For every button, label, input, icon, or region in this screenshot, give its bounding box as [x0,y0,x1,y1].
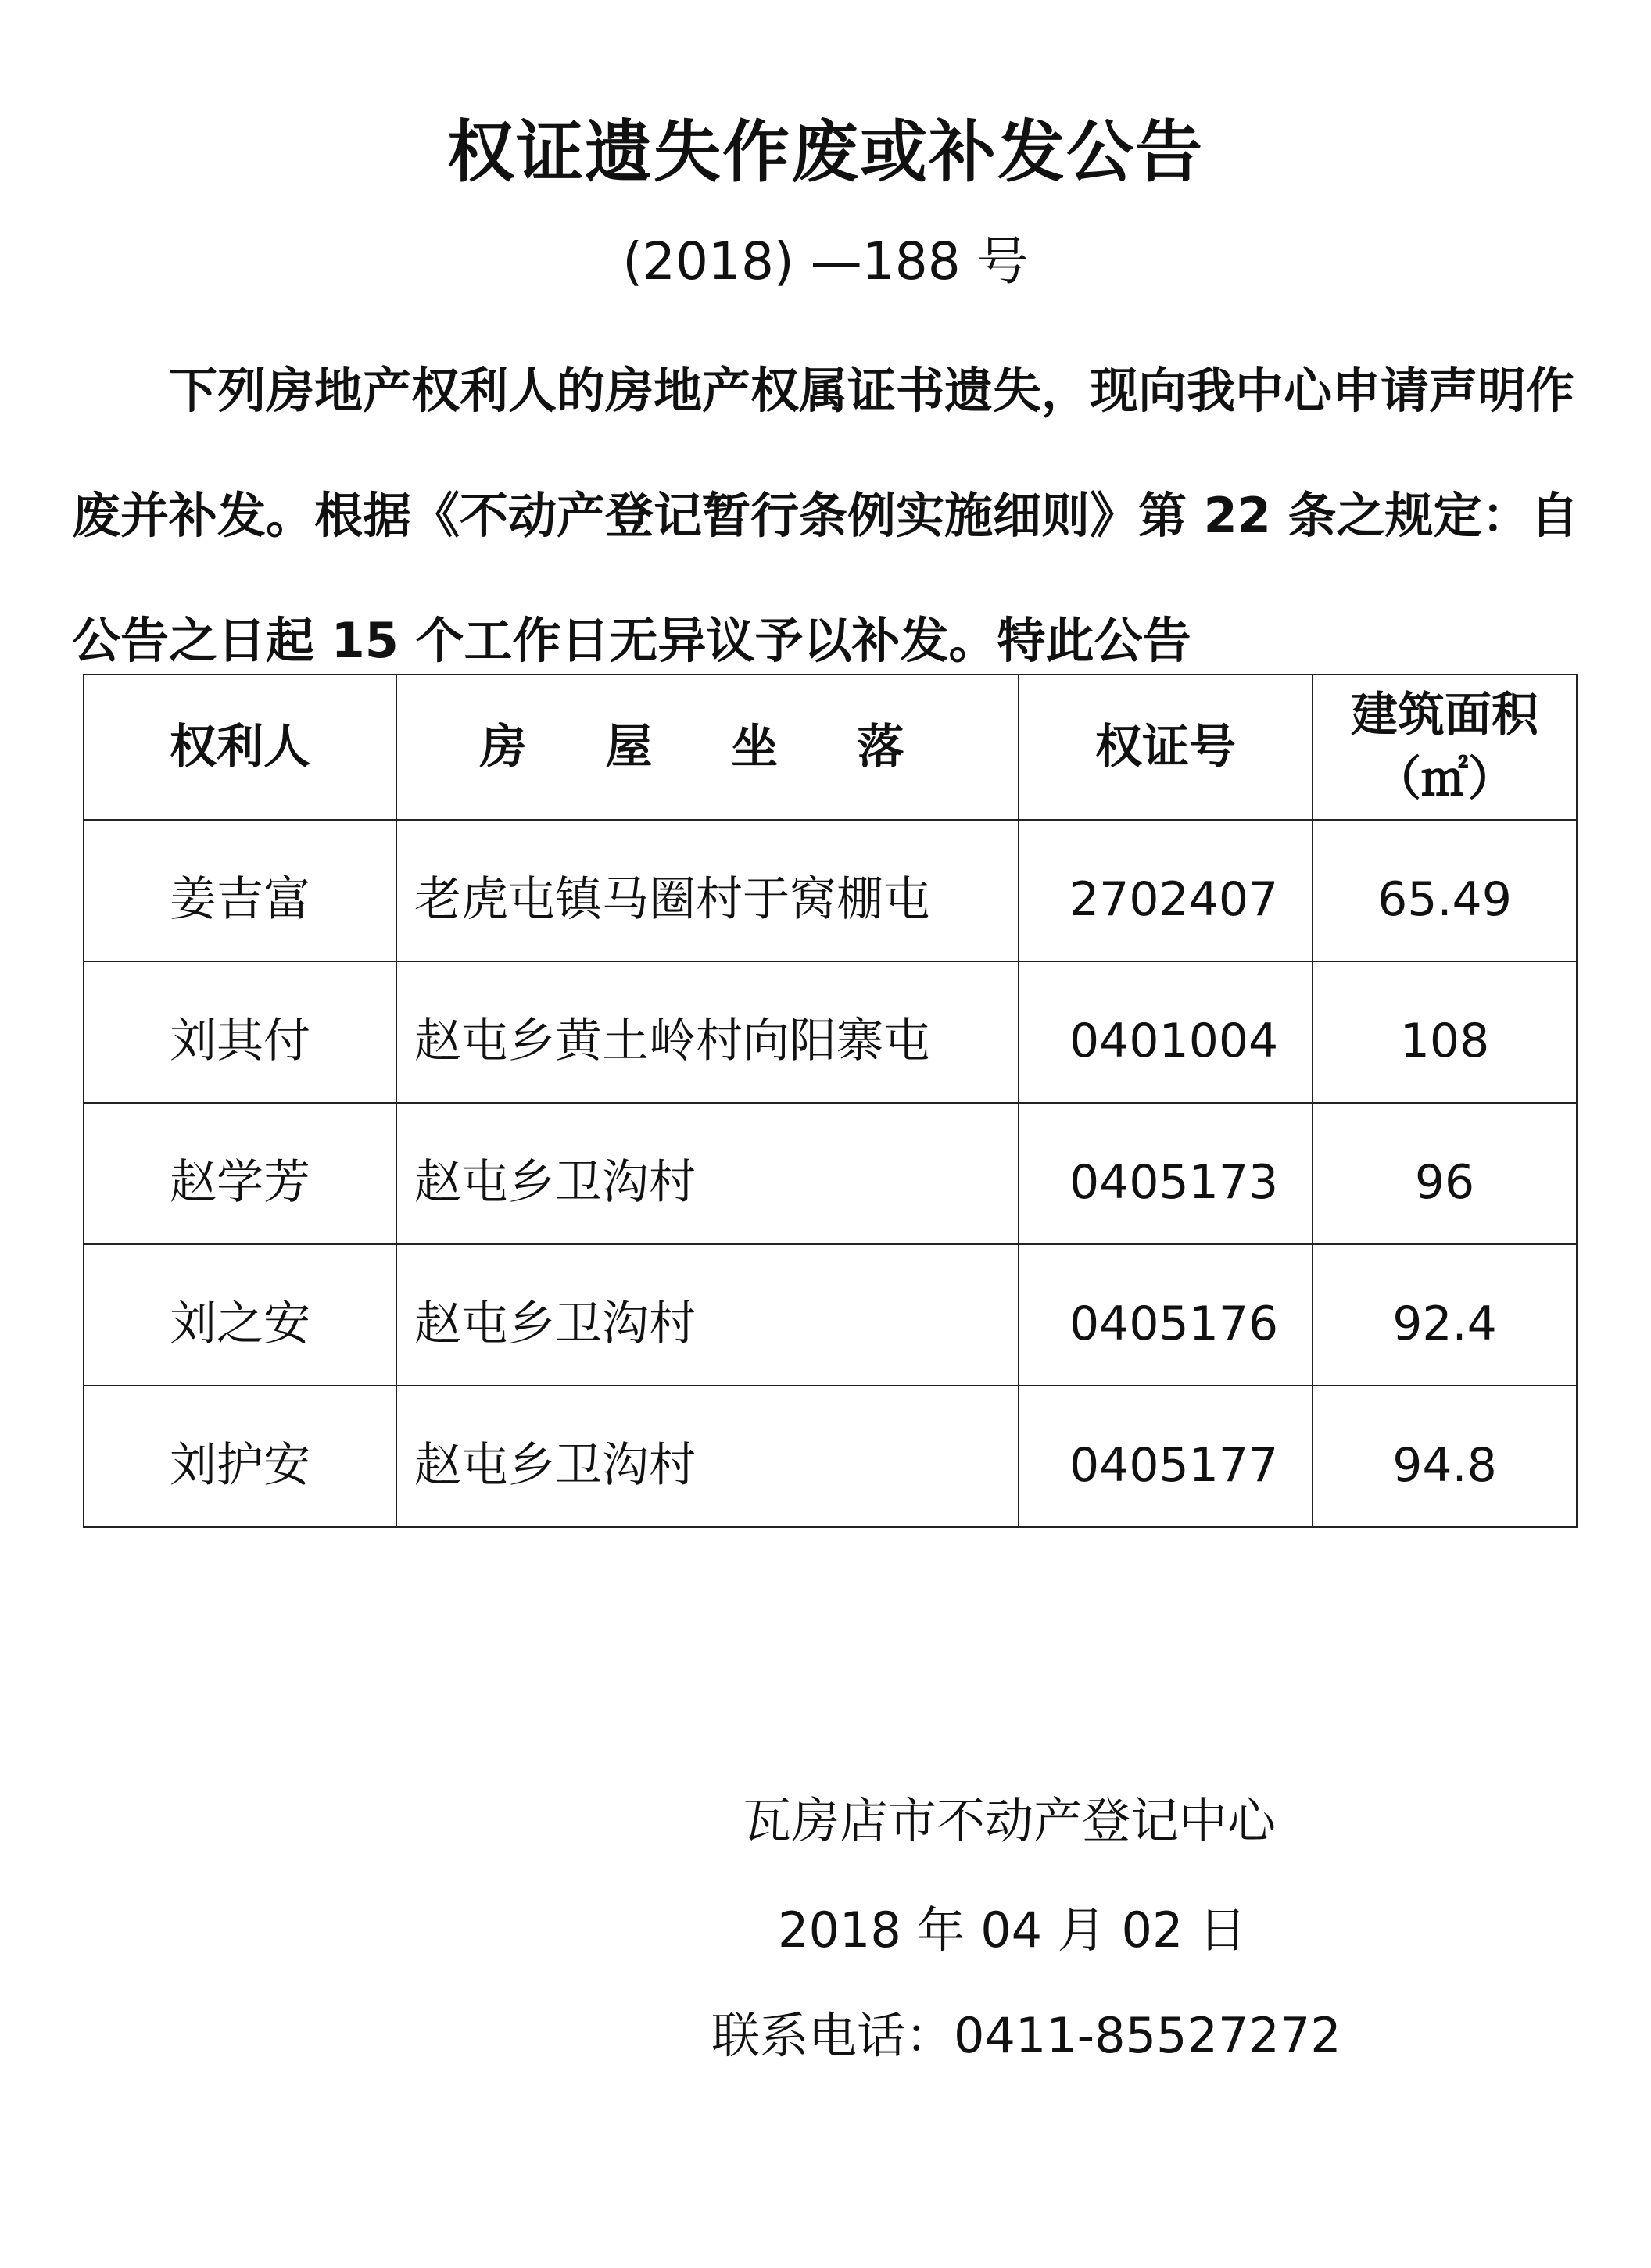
cell-location: 赵屯乡卫沟村 [396,1244,1019,1386]
notice-title: 权证遗失作废或补发公告 [447,113,1204,191]
document-number: (2018) —188 号 [622,231,1029,292]
notice-body-text: 下列房地产权利人的房地产权属证书遗失，现向我中心申请声明作废并补发。根据《不动产登记暂行条例实施细则》第 22 条之规定：自公告之日起 15 个工作日无异议予以补发。特此公告 [72,362,1579,669]
cell-area: 108 [1313,961,1577,1103]
cell-owner: 刘护安 [84,1386,396,1527]
cell-owner: 刘之安 [84,1244,396,1386]
table-row [84,1244,1577,1386]
table-row [84,1386,1577,1527]
cell-area: 96 [1313,1103,1577,1244]
cell-location: 赵屯乡卫沟村 [396,1386,1019,1527]
cell-location: 赵屯乡黄土岭村向阳寨屯 [396,961,1019,1103]
cell-cert-no: 2702407 [1019,820,1313,961]
cell-cert-no: 0405177 [1019,1386,1313,1527]
cell-area: 65.49 [1313,820,1577,961]
cell-area: 94.8 [1313,1386,1577,1527]
cell-owner: 刘其付 [84,961,396,1103]
contact-phone: 联系电话：0411-85527272 [711,2007,1341,2064]
cell-owner: 姜吉富 [84,820,396,961]
cell-owner: 赵学芳 [84,1103,396,1244]
header-area [1313,674,1577,820]
cell-area: 92.4 [1313,1244,1577,1386]
cell-cert-no: 0401004 [1019,961,1313,1103]
header-location: 房 屋 坐 落 [396,674,1019,820]
header-cert-no: 权证号 [1019,674,1313,820]
table-header-row [84,674,1577,820]
header-area-label: 建筑面积 [1351,688,1538,742]
cell-cert-no: 0405173 [1019,1103,1313,1244]
issue-date: 2018 年 04 月 02 日 [778,1901,1248,1959]
notice-body [72,328,1588,703]
header-owner: 权利人 [84,674,396,820]
header-area-unit: （㎡） [1374,752,1515,807]
cell-location: 赵屯乡卫沟村 [396,1103,1019,1244]
table-row [84,1103,1577,1244]
cell-cert-no: 0405176 [1019,1244,1313,1386]
registry-table [83,674,1578,1528]
table-row [84,961,1577,1103]
cell-location: 老虎屯镇马圈村于窝棚屯 [396,820,1019,961]
table-row [84,820,1577,961]
issuing-organization: 瓦房店市不动产登记中心 [743,1792,1277,1849]
